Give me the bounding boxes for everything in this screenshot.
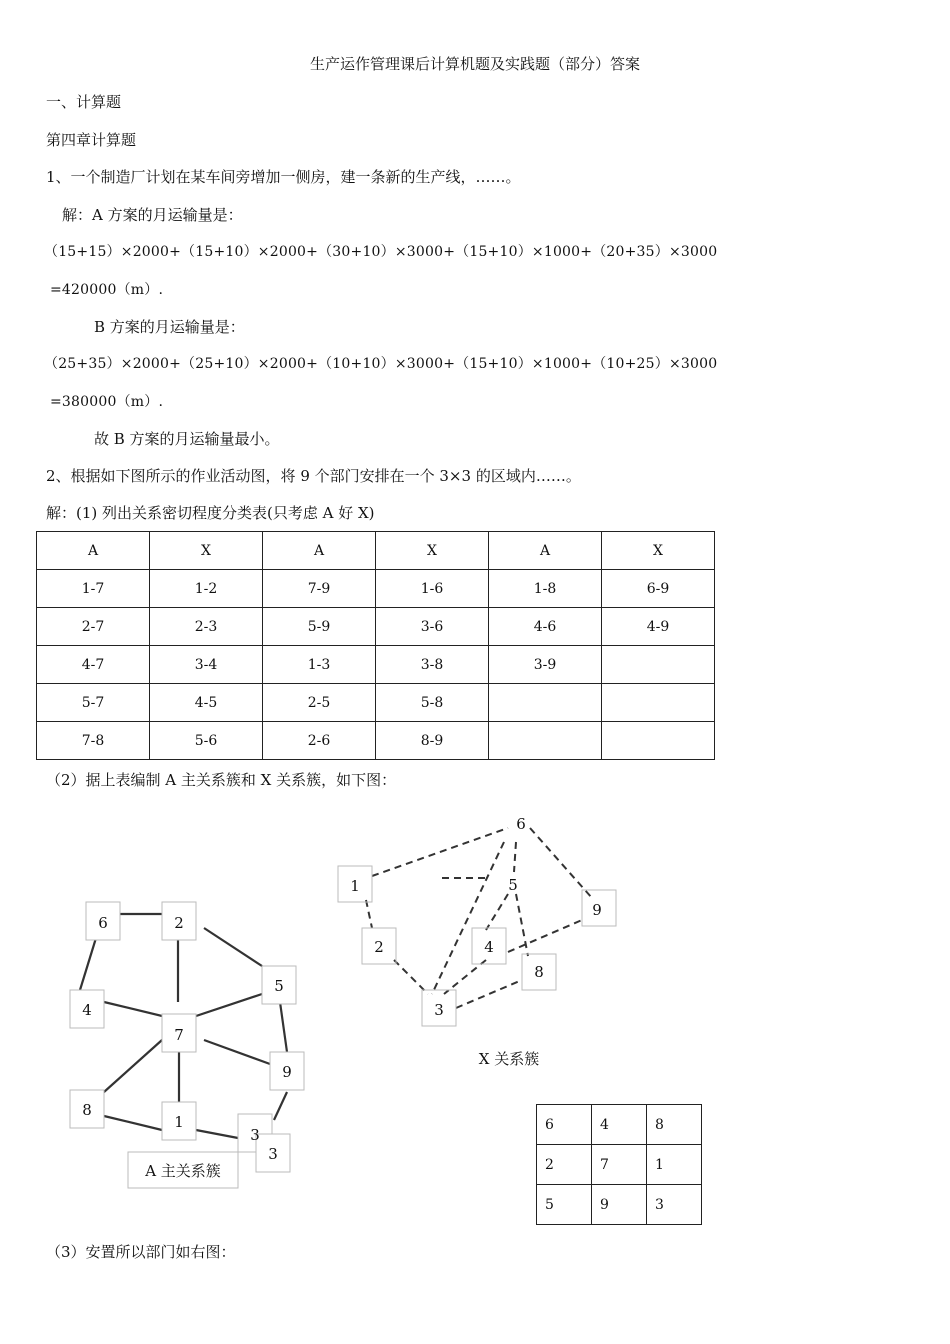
x-edge-2-3 (394, 960, 428, 994)
x-node-label: 5 (508, 876, 518, 894)
a-edge-9-3 (274, 1092, 287, 1120)
table-header-cell: A (489, 532, 602, 570)
q1-b-expression: （25+35）×2000+（25+10）×2000+（10+10）×3000+（15+10）×1000+（10+25）×3000 (44, 356, 718, 372)
a-cluster-title: A 主关系簇 (145, 1162, 221, 1180)
q1-a-expression: （15+15）×2000+（15+10）×2000+（30+10）×3000+（15+10）×1000+（20+35）×3000 (44, 244, 718, 260)
table-cell: 4-9 (602, 608, 715, 646)
table-cell: 4-5 (150, 684, 263, 722)
table-cell: 2-3 (150, 608, 263, 646)
x-node-label: 1 (350, 877, 360, 895)
table-cell: 1-3 (263, 646, 376, 684)
table-header-cell: X (376, 532, 489, 570)
table-header-cell: X (150, 532, 263, 570)
table-header-cell: X (602, 532, 715, 570)
a-edge-4-7 (104, 1002, 162, 1016)
table-cell: 7-8 (37, 722, 150, 760)
a-edge-5-9 (280, 1002, 287, 1052)
table-cell: 6-9 (602, 570, 715, 608)
x-edge-3-8 (456, 980, 522, 1008)
table-cell: 1-6 (376, 570, 489, 608)
section-heading: 一、计算题 (46, 93, 122, 111)
a-node-label: 7 (174, 1026, 184, 1044)
q1-solution-a-label: 解：A 方案的月运输量是： (62, 206, 243, 224)
a-node-label: 9 (282, 1063, 292, 1081)
page-title: 生产运作管理课后计算机题及实践题（部分）答案 (309, 55, 640, 73)
x-node-label: 4 (484, 938, 494, 956)
a-node-label: 3 (250, 1126, 260, 1144)
q1-b-label: B 方案的月运输量是： (94, 318, 245, 336)
table-cell: 3-9 (489, 646, 602, 684)
grid-cell: 2 (537, 1145, 592, 1185)
a-node-label: 2 (174, 914, 184, 932)
x-node-label: 6 (516, 815, 526, 833)
table-cell: 3-8 (376, 646, 489, 684)
x-node-label: 2 (374, 938, 384, 956)
table-cell: 3-6 (376, 608, 489, 646)
chapter-heading: 第四章计算题 (46, 131, 137, 149)
table-cell: 1-8 (489, 570, 602, 608)
grid-row (537, 1145, 702, 1185)
a-edge-2-5 (204, 928, 262, 966)
x-cluster-title: X 关系簇 (478, 1050, 540, 1068)
table-cell: 5-7 (37, 684, 150, 722)
a-node-label: 6 (98, 914, 108, 932)
table-cell: 1-2 (150, 570, 263, 608)
a-cluster (70, 902, 304, 1188)
a-edge-6-4 (80, 938, 96, 990)
grid-cell: 7 (592, 1145, 647, 1185)
grid-cell: 4 (592, 1105, 647, 1145)
q1-b-result: =380000（m）. (50, 394, 164, 410)
x-cluster (338, 815, 616, 1068)
q1-question: 1、一个制造厂计划在某车间旁增加一侧房，建一条新的生产线，……。 (46, 168, 521, 186)
x-edge-1-6 (372, 828, 508, 876)
table-cell: 5-6 (150, 722, 263, 760)
a-node-label: 1 (174, 1113, 184, 1131)
grid-cell: 3 (647, 1185, 702, 1225)
a-node-label: 5 (274, 977, 284, 995)
table-cell: 4-7 (37, 646, 150, 684)
table-cell: 8-9 (376, 722, 489, 760)
grid-cell: 6 (537, 1105, 592, 1145)
table-cell: 7-9 (263, 570, 376, 608)
q2-question: 2、根据如下图所示的作业活动图，将 9 个部门安排在一个 3×3 的区域内……。 (46, 467, 581, 485)
table-cell: 2-6 (263, 722, 376, 760)
x-node-label: 9 (592, 901, 602, 919)
a-node-label: 3 (268, 1145, 278, 1163)
x-node-label: 3 (434, 1001, 444, 1019)
table-cell: 4-6 (489, 608, 602, 646)
x-cluster-edges (366, 828, 592, 1008)
q2-step1: 解：(1) 列出关系密切程度分类表(只考虑 A 好 X) (46, 504, 375, 522)
table-cell: 5-8 (376, 684, 489, 722)
q1-conclusion: 故 B 方案的月运输量最小。 (94, 430, 280, 448)
table-header-cell: A (37, 532, 150, 570)
table-cell: 5-9 (263, 608, 376, 646)
x-edge-6-5 (514, 842, 516, 872)
x-edge-1-2 (366, 900, 372, 928)
a-edge-7-8 (104, 1040, 162, 1092)
table-cell: 1-7 (37, 570, 150, 608)
a-node-label: 4 (82, 1001, 92, 1019)
grid-cell: 5 (537, 1185, 592, 1225)
grid-row (537, 1185, 702, 1225)
x-node-label: 8 (534, 963, 544, 981)
table-cell: 3-4 (150, 646, 263, 684)
table-cell: 2-7 (37, 608, 150, 646)
x-edge-4-9 (508, 920, 582, 952)
table-cell: 2-5 (263, 684, 376, 722)
a-edge-7-9 (204, 1040, 270, 1064)
a-edge-7-5 (196, 994, 262, 1016)
x-edge-6-9 (530, 828, 592, 898)
grid-row (537, 1105, 702, 1145)
q2-step2: （2）据上表编制 A 主关系簇和 X 关系簇，如下图： (46, 771, 397, 789)
a-edge-1-3 (196, 1130, 238, 1138)
q1-a-result: =420000（m）. (50, 282, 164, 298)
grid-cell: 1 (647, 1145, 702, 1185)
x-cluster-labels (350, 815, 602, 1068)
x-edge-4-3 (444, 960, 486, 994)
table-header-cell: A (263, 532, 376, 570)
grid-cell: 9 (592, 1185, 647, 1225)
a-edge-8-1 (104, 1116, 162, 1130)
q2-step3: （3）安置所以部门如右图： (46, 1243, 236, 1261)
x-edge-5-4 (486, 894, 508, 930)
a-node-label: 8 (82, 1101, 92, 1119)
placement-grid (536, 1104, 702, 1225)
grid-cell: 8 (647, 1105, 702, 1145)
